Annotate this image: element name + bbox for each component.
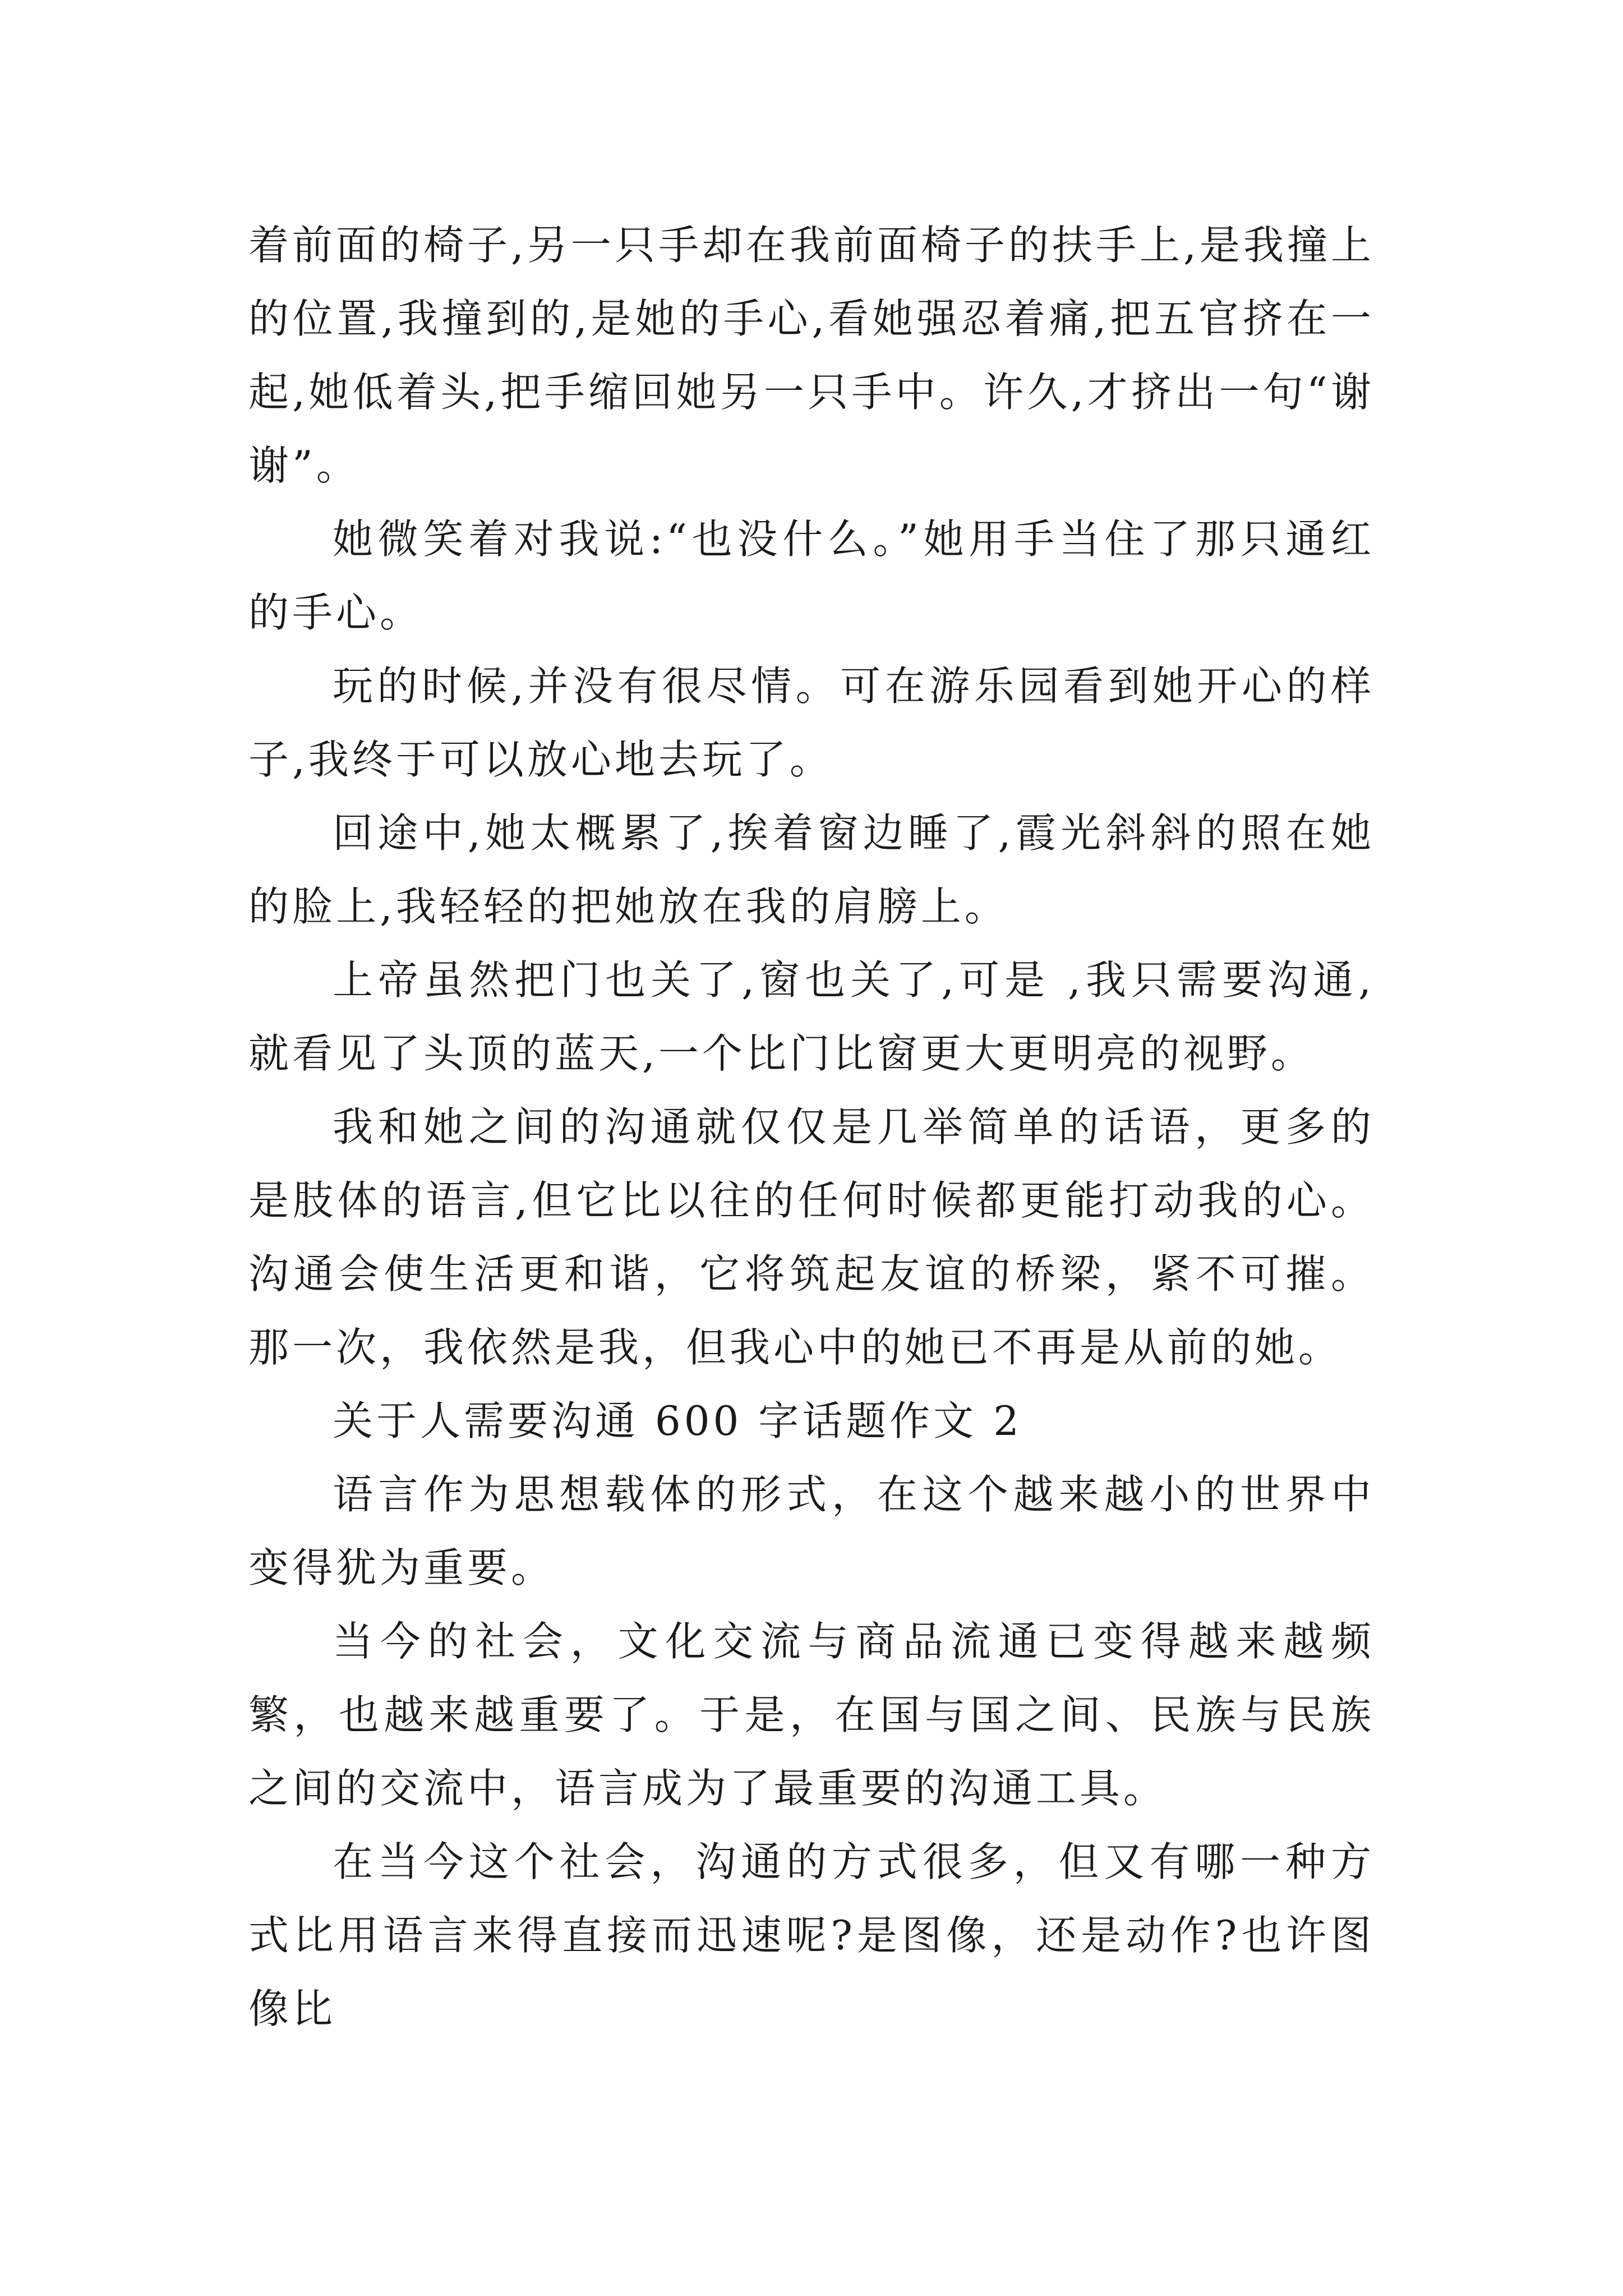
paragraph: 回途中,她太概累了,挨着窗边睡了,霞光斜斜的照在她的脸上,我轻轻的把她放在我的肩膀上。	[248, 809, 1375, 930]
document-body	[248, 209, 1375, 2046]
paragraph: 语言作为思想载体的形式，在这个越来越小的世界中变得犹为重要。	[248, 1471, 1375, 1591]
paragraph: 在当今这个社会，沟通的方式很多，但又有哪一种方式比用语言来得直接而迅速呢?是图像，还是动作?也许图像比	[248, 1838, 1375, 2032]
paragraph: 上帝虽然把门也关了,窗也关了,可是 ,我只需要沟通,就看见了头顶的蓝天,一个比门比窗更大更明亮的视野。	[248, 956, 1375, 1077]
paragraph: 她微笑着对我说:“也没什么。”她用手当住了那只通红的手心。	[248, 516, 1375, 636]
paragraph: 我和她之间的沟通就仅仅是几举简单的话语，更多的是肢体的语言,但它比以往的任何时候都更能打动我的心。沟通会使生活更和谐，它将筑起友谊的桥梁，紧不可摧。那一次，我依然是我，但我心中的她已不再是从前的她。	[248, 1103, 1375, 1371]
essay-title: 关于人需要沟通 600 字话题作文 2	[333, 1397, 1022, 1444]
paragraph: 当今的社会，文化交流与商品流通已变得越来越频繁，也越来越重要了。于是，在国与国之间、民族与民族之间的交流中，语言成为了最重要的沟通工具。	[248, 1618, 1375, 1812]
paragraph: 玩的时候,并没有很尽情。可在游乐园看到她开心的样子,我终于可以放心地去玩了。	[248, 662, 1375, 783]
paragraph-continuation: 着前面的椅子,另一只手却在我前面椅子的扶手上,是我撞上的位置,我撞到的,是她的手心,看她强忍着痛,把五官挤在一起,她低着头,把手缩回她另一只手中。许久,才挤出一句“谢谢”。	[248, 222, 1375, 489]
